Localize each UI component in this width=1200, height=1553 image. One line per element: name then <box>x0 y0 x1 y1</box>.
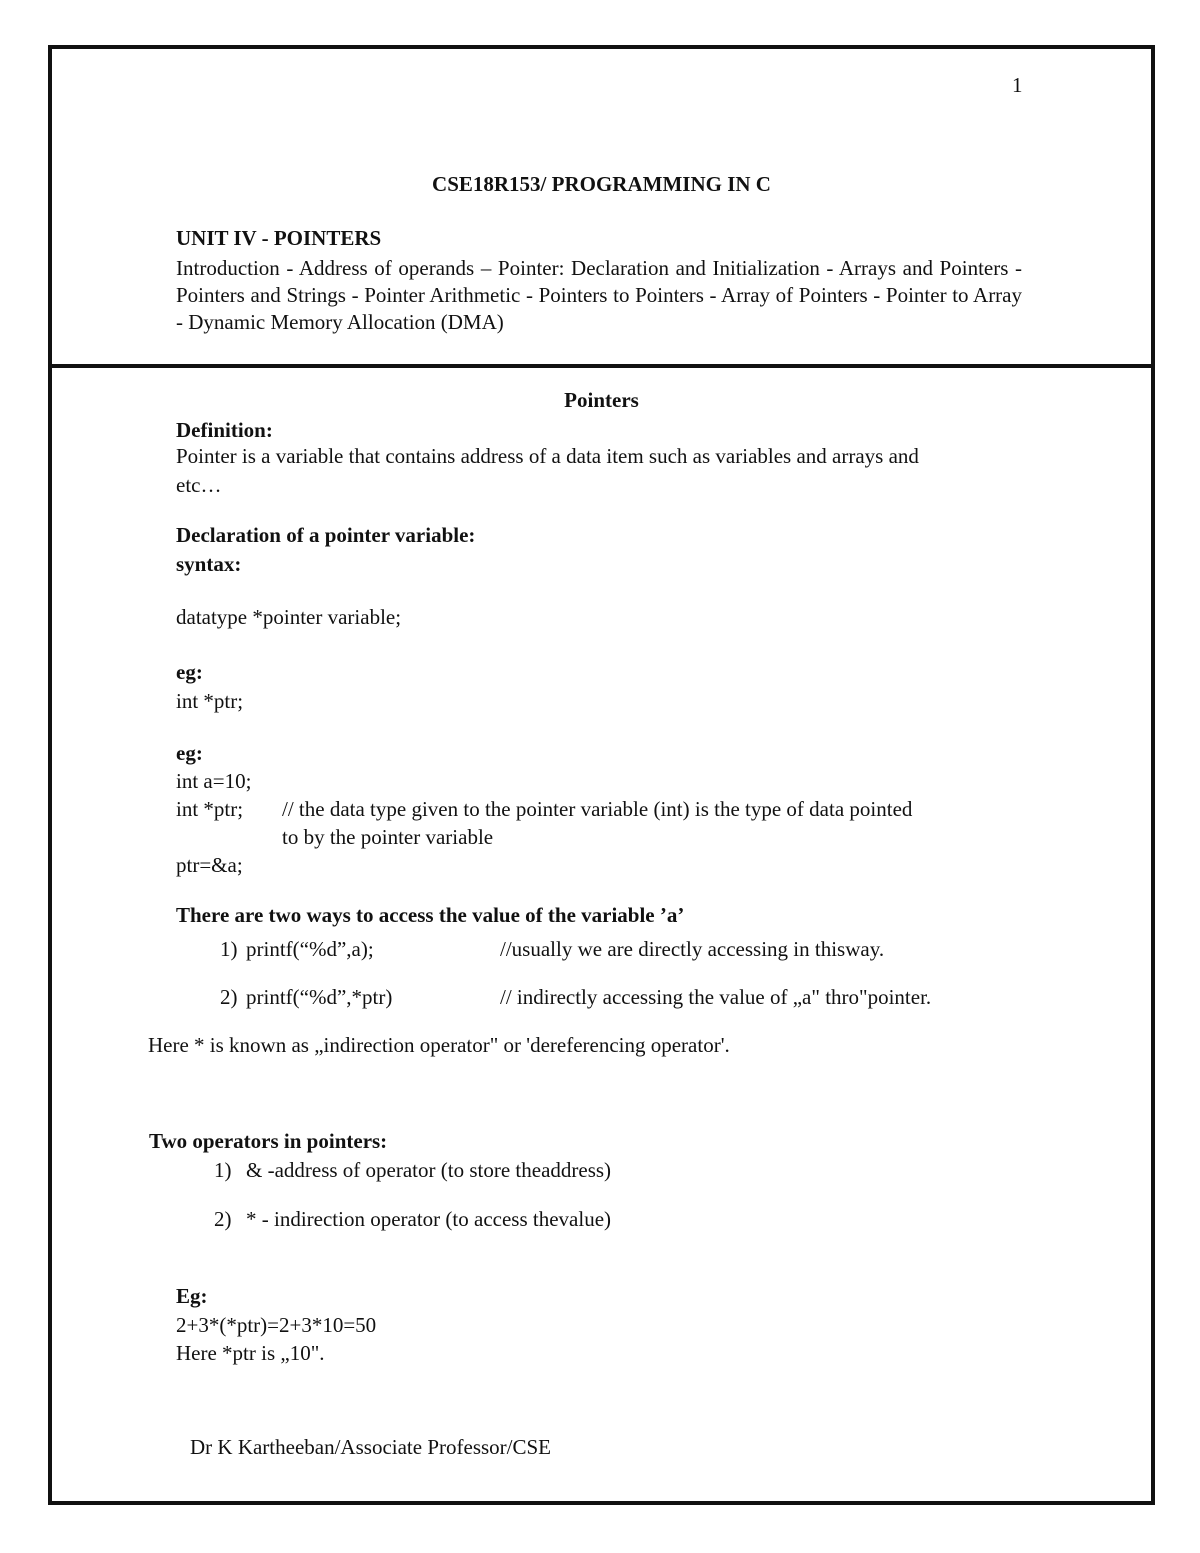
list-number: 2) <box>220 985 238 1009</box>
access-code: printf(“%d”,*ptr) <box>246 985 393 1009</box>
example-code: int *ptr; <box>176 689 244 713</box>
example-label: Eg: <box>176 1284 208 1308</box>
syntax-label: syntax: <box>176 552 242 576</box>
unit-title: UNIT IV - POINTERS <box>176 226 382 250</box>
header-divider <box>48 364 1155 368</box>
example-code: int *ptr; <box>176 797 244 821</box>
definition-heading: Definition: <box>176 418 273 442</box>
example-label: eg: <box>176 741 203 765</box>
list-number: 1) <box>220 937 238 961</box>
access-code: printf(“%d”,a); <box>246 937 374 961</box>
code-comment: //usually we are directly accessing in thisway. <box>500 937 885 961</box>
code-comment: to by the pointer variable <box>282 825 494 849</box>
unit-topics: Introduction - Address of operands – Pointer: Declaration and Initialization - Arrays and Pointers - Pointers and Strings - Pointer Arithmetic - Pointers to Pointers - Array of Pointers - Pointer to Array - Dynamic Memory Allocation (DMA) <box>176 256 1022 334</box>
example-code: int a=10; <box>176 769 252 793</box>
example-note: Here *ptr is „10". <box>176 1341 325 1365</box>
code-comment: // indirectly accessing the value of „a" thro"pointer. <box>500 985 932 1009</box>
example-code: ptr=&a; <box>176 853 243 877</box>
example-label: eg: <box>176 660 203 684</box>
page-number: 1 <box>1012 73 1023 97</box>
indirection-note: Here * is known as „indirection operator" or 'dereferencing operator'. <box>148 1033 730 1057</box>
operators-heading: Two operators in pointers: <box>149 1129 388 1153</box>
example-code: 2+3*(*ptr)=2+3*10=50 <box>176 1313 377 1337</box>
declaration-heading: Declaration of a pointer variable: <box>176 523 476 547</box>
definition-line: Pointer is a variable that contains address of a data item such as variables and arrays and <box>176 444 919 468</box>
code-comment: // the data type given to the pointer variable (int) is the type of data pointed <box>282 797 913 821</box>
list-number: 2) <box>214 1207 232 1231</box>
course-title: CSE18R153/ PROGRAMMING IN C <box>432 172 771 196</box>
access-heading: There are two ways to access the value of the variable ’a’ <box>176 903 685 927</box>
definition-line: etc… <box>176 473 222 497</box>
syntax-code: datatype *pointer variable; <box>176 605 402 629</box>
section-title: Pointers <box>564 388 639 412</box>
footer-author: Dr K Kartheeban/Associate Professor/CSE <box>190 1435 551 1459</box>
operator-item: & -address of operator (to store theaddress) <box>246 1158 612 1182</box>
list-number: 1) <box>214 1158 232 1182</box>
operator-item: * - indirection operator (to access thevalue) <box>246 1207 612 1231</box>
